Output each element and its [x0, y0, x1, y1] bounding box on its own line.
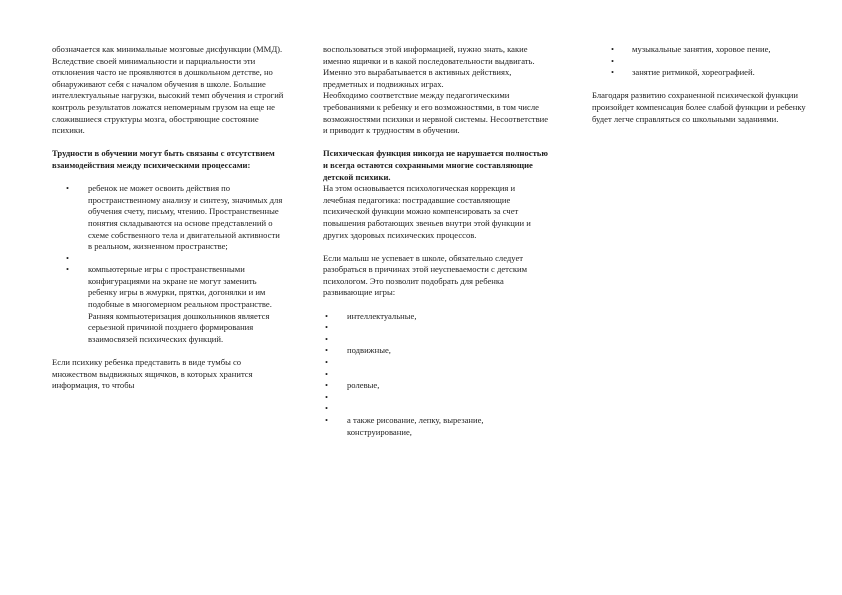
- spacer: [323, 241, 549, 253]
- list-item: • интеллектуальные,: [323, 311, 549, 323]
- section-heading-difficulties: Трудности в обучении могут быть связаны с отсутствием взаимодействия между психическими процессами:: [52, 148, 275, 170]
- list-item: • компьютерные игры с пространственными конфигурациями на экране не могут заменить ребенку игры в жмурки, прятки, догонялки и им подобные в многомерном реальном пространстве. Ранняя компьютеризация дошкольников является серьезной причиной позднего формирования взаимосвязей психических функций.: [52, 264, 284, 345]
- list-item: • музыкальные занятия, хоровое пение,: [592, 44, 814, 56]
- column-3: [592, 44, 814, 125]
- column-1: [52, 44, 284, 392]
- games-list: [323, 311, 549, 439]
- spacer: [323, 357, 549, 369]
- difficulties-list: [52, 183, 284, 345]
- paragraph-compensation: Благодаря развитию сохраненной психической функции произойдет компенсация более слабой функции и ребенку будет легче справляться со школьными заданиями.: [592, 90, 806, 124]
- list-item: • а также рисование, лепку, вырезание, конструирование,: [323, 415, 549, 438]
- paragraph-mmd: обозначается как минимальные мозговые дисфункции (ММД). Вследствие своей минимальности и парциальности эти отклонения часто не проявляются в дошкольном детстве, но обнаруживают себя с началом обучения в школе. Большие интеллектуальные нагрузки, высокий темп обучения и строгий контроль результатов ложатся непомерным грузом на еще не сложившиеся структуры мозга, обостряющие состояние психики.: [52, 44, 284, 136]
- list-item: • подвижные,: [323, 345, 549, 357]
- spacer: [592, 56, 814, 68]
- spacer: [52, 172, 284, 184]
- paragraph-cabinet: Если психику ребенка представить в виде тумбы со множеством выдвижных ящичков, в которых хранится информация, то чтобы: [52, 357, 253, 391]
- list-item: • занятие ритмикой, хореографией.: [592, 67, 814, 79]
- spacer: [323, 392, 549, 404]
- activities-list: [592, 44, 814, 79]
- spacer: [323, 369, 549, 381]
- spacer: [323, 299, 549, 311]
- list-item: • ребенок не может освоить действия по пространственному анализу и синтезу, значимых для обучения счету, письму, чтению. Пространственные понятия складываются на основе представлений о схеме собственного тела и двигательной активности в реальном, жизненном пространстве;: [52, 183, 284, 253]
- paragraph-school: Если малыш не успевает в школе, обязательно следует разобраться в причинах этой неуспеваемости с детским психологом. Это позволит подобрать для ребенка развивающие игры:: [323, 252, 528, 298]
- spacer: [52, 137, 284, 149]
- column-2: [323, 44, 549, 438]
- spacer: [52, 253, 284, 265]
- spacer: [323, 334, 549, 346]
- paragraph-psychic-function: Психическая функция никогда не нарушается полностью и всегда остаются сохранными многие составляющие детской психики.: [323, 148, 548, 182]
- spacer: [323, 403, 549, 415]
- spacer: [52, 345, 284, 357]
- spacer: [592, 79, 814, 91]
- spacer: [323, 137, 549, 149]
- list-item: • ролевые,: [323, 380, 549, 392]
- spacer: [323, 322, 549, 334]
- paragraph-correction: На этом основывается психологическая коррекция и лечебная педагогика: пострадавшие составляющие психической функции можно компенсировать за счет повышения работающих звеньев внутри этой функции и других здоровых психических процессов.: [323, 183, 531, 240]
- paragraph-information: воспользоваться этой информацией, нужно знать, какие именно ящички и в какой последовательности выдвигать. Именно это вырабатывается в активных действиях, предметных и подвижных играх.: [323, 44, 535, 89]
- paragraph-correspondence: Необходимо соответствие между педагогическими требованиями к ребенку и его возможностями, в том числе возможностями психики и нервной системы. Несоответствие и приводит к трудностям в обучении.: [323, 90, 549, 136]
